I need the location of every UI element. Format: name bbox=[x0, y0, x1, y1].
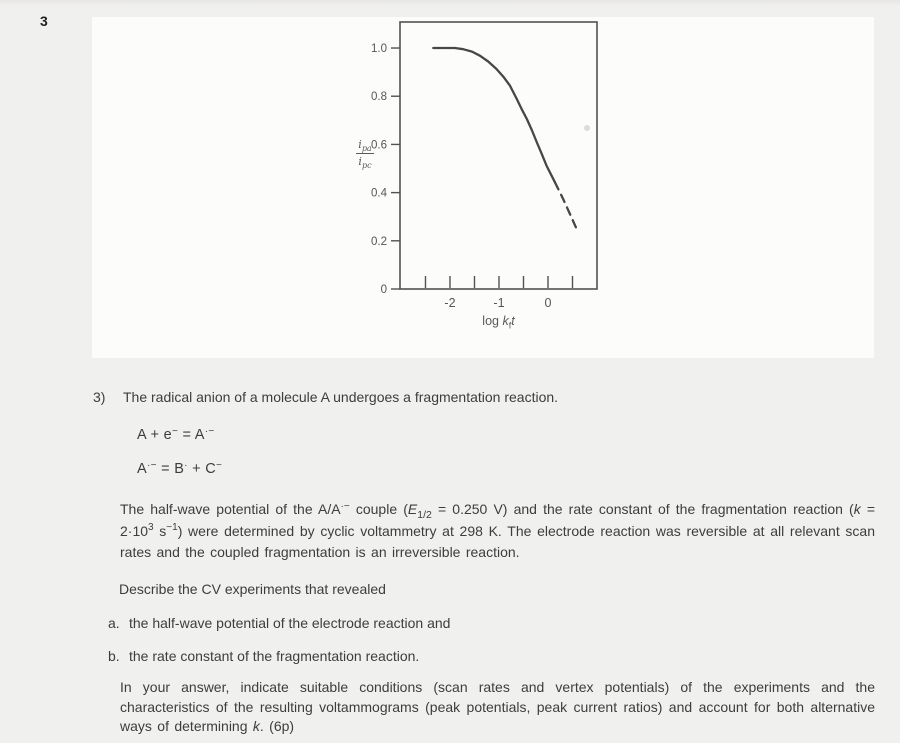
y-tick-label: 0.8 bbox=[371, 91, 387, 104]
text-segment: ) were determined by cyclic voltammetry at 298 K. The electrode reaction was reversible at all relevant scan rates and the coupled fragmentation is an irreversible reaction. bbox=[120, 522, 876, 560]
charge-superscript: − bbox=[216, 459, 223, 471]
scanned-figure-panel bbox=[92, 17, 874, 358]
rate-constant-symbol: k bbox=[502, 314, 509, 328]
radical-anion-superscript: ·− bbox=[204, 425, 215, 437]
y-axis-label-numerator bbox=[358, 138, 372, 154]
scan-smudge bbox=[584, 125, 590, 131]
y-tick-label: 0.2 bbox=[371, 235, 387, 248]
text-segment: . (6p) bbox=[259, 718, 295, 734]
item-b-text: the rate constant of the fragmentation reaction. bbox=[129, 648, 420, 664]
plot-frame bbox=[400, 22, 597, 289]
radical-superscript: · bbox=[184, 459, 188, 471]
text-segment: s bbox=[153, 522, 167, 539]
half-wave-subscript: 1/2 bbox=[417, 508, 432, 521]
x-tick-labels bbox=[444, 296, 551, 310]
y-tick-labels bbox=[371, 43, 388, 296]
numerator-subscript: pa bbox=[361, 144, 372, 154]
charge-superscript: − bbox=[171, 425, 179, 437]
y-tick-label: 1.0 bbox=[371, 43, 387, 56]
curve-dashed-segment bbox=[555, 182, 576, 227]
text-segment: A bbox=[137, 461, 147, 477]
x-tick-label: 0 bbox=[544, 296, 552, 310]
question-number: 3) bbox=[93, 389, 106, 405]
equation-electrode-reaction bbox=[137, 427, 215, 443]
describe-line: Describe the CV experiments that revealed bbox=[119, 581, 386, 597]
rate-constant-symbol: k bbox=[252, 718, 260, 734]
rate-constant-symbol: k bbox=[853, 501, 861, 517]
paragraph-instructions bbox=[120, 678, 875, 737]
text-segment: = 0.250 V) and the rate constant of the fragmentation reaction ( bbox=[431, 501, 854, 517]
time-symbol: t bbox=[511, 314, 515, 328]
text-segment: = B bbox=[156, 461, 185, 477]
radical-anion-superscript: ·− bbox=[340, 500, 350, 512]
page-number: 3 bbox=[40, 13, 48, 29]
text-segment: A + e bbox=[137, 427, 172, 443]
text-segment: = A bbox=[178, 427, 205, 443]
curve-solid-segment bbox=[433, 48, 555, 182]
y-tick-label: 0.4 bbox=[371, 187, 387, 200]
text-segment: couple ( bbox=[349, 501, 408, 517]
x-tick-label: -2 bbox=[444, 296, 456, 310]
text-segment: = 2·10 bbox=[120, 501, 875, 539]
unit-superscript: −1 bbox=[166, 522, 178, 534]
y-tick-label: 0.6 bbox=[371, 139, 387, 152]
half-wave-potential-symbol: E bbox=[407, 501, 418, 517]
rate-constant-subscript: f bbox=[508, 320, 512, 331]
item-a-label: a. bbox=[108, 615, 120, 631]
problem-intro-text: The radical anion of a molecule A undergoes a fragmentation reaction. bbox=[123, 389, 559, 405]
item-a-text: the half-wave potential of the electrode reaction and bbox=[129, 615, 451, 631]
x-axis-label bbox=[400, 314, 597, 331]
item-a bbox=[108, 615, 450, 631]
exponent-superscript: 3 bbox=[148, 522, 154, 534]
scan-top-shade bbox=[0, 0, 900, 6]
current-symbol: i bbox=[358, 155, 362, 168]
cv-working-curve-chart bbox=[92, 17, 874, 358]
x-axis-ticks bbox=[425, 276, 572, 288]
problem-statement bbox=[93, 389, 558, 405]
equation-fragmentation-reaction bbox=[137, 461, 222, 477]
item-b-label: b. bbox=[108, 648, 120, 664]
text-segment: In your answer, indicate suitable conditions (scan rates and vertex potentials) of the experiments and the characteristics of the resulting voltammograms (peak potentials, peak current ratios) and account for both alternative ways of determining bbox=[120, 679, 875, 734]
y-axis-ticks bbox=[391, 48, 400, 289]
x-tick-label: -1 bbox=[493, 296, 505, 310]
working-curve bbox=[433, 48, 576, 227]
fraction-bar bbox=[356, 153, 374, 154]
denominator-subscript: pc bbox=[361, 161, 372, 171]
item-b bbox=[108, 648, 419, 664]
radical-anion-superscript: ·− bbox=[146, 459, 157, 471]
y-axis-label bbox=[356, 138, 374, 171]
y-tick-label: 0 bbox=[380, 284, 387, 296]
text-segment: + C bbox=[187, 461, 217, 477]
y-axis-label-denominator bbox=[358, 155, 372, 171]
paragraph-conditions bbox=[120, 499, 875, 564]
text-segment: The half-wave potential of the A/A bbox=[120, 501, 341, 517]
current-symbol: i bbox=[358, 138, 362, 151]
log-prefix: log bbox=[482, 314, 503, 328]
